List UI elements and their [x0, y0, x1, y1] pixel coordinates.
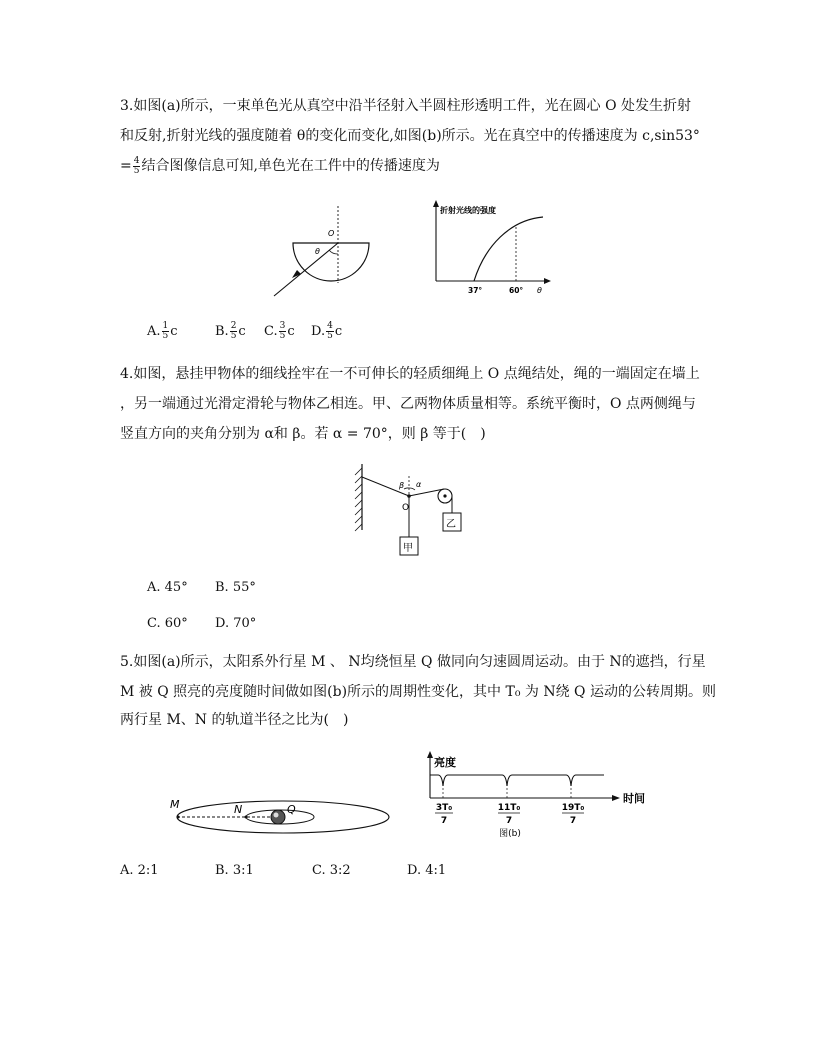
q3-option-d-unit: c — [334, 324, 343, 339]
q5-option-d[interactable]: D. 4:1 — [407, 863, 447, 878]
q3-option-d[interactable] — [311, 322, 342, 341]
q3-option-d-fraction — [326, 322, 334, 341]
q4-pulley-axle — [443, 494, 446, 497]
q3-option-a-fraction — [162, 322, 170, 341]
q5-label-q: Q — [287, 803, 296, 816]
q3-option-b-fraction — [230, 322, 238, 341]
q3-sin-num: 4 — [133, 155, 140, 166]
q5-tick-2-num: 11T₀ — [497, 803, 521, 813]
q3-y-arrow-icon — [433, 200, 439, 207]
q4-option-b[interactable]: B. 55° — [215, 580, 256, 595]
q5-figure-a — [165, 792, 397, 848]
q4-label-beta: β — [399, 481, 405, 490]
q4-beta-arc — [404, 488, 409, 489]
q3-intensity-curve — [474, 217, 543, 281]
q4-option-d[interactable]: D. 70° — [215, 616, 257, 631]
q3-label-theta: θ — [315, 247, 320, 256]
q5-tick-2-den: 7 — [505, 816, 513, 826]
q3-option-b-letter: B. — [215, 324, 229, 339]
q5-x-arrow-icon — [612, 795, 620, 801]
q3-y-label: 折射光线的强度 — [440, 206, 496, 215]
q3-option-a-unit: c — [170, 324, 178, 339]
q5-figure-b — [422, 748, 658, 844]
q5-tick-1-den: 7 — [440, 816, 448, 826]
q4-line-2: ，另一端通过光滑定滑轮与物体乙相连。甲、乙两物体质量相等。系统平衡时，O 点两侧绳与 — [120, 396, 696, 412]
q5-label-n: N — [234, 803, 243, 816]
q3-option-a-num: 1 — [162, 321, 169, 331]
q4-line-3: 竖直方向的夹角分别为 α和 β。若 α = 70°，则 β 等于( ) — [120, 426, 486, 442]
q3-option-c[interactable] — [264, 322, 295, 341]
q3-label-o: O — [328, 229, 335, 238]
q3-option-d-num: 4 — [327, 321, 333, 331]
q3-tick-37: 37° — [468, 286, 483, 295]
q5-star-highlight — [274, 813, 279, 818]
q4-line-1: 4.如图，悬挂甲物体的细线拴牢在一不可伸长的轻质细绳上 O 点绳结处，绳的一端固定在墙上 — [120, 366, 700, 382]
q5-brightness-curve — [430, 775, 604, 786]
q3-line-3-text: 结合图像信息可知,单色光在工件中的传播速度为 — [141, 158, 440, 174]
q3-option-d-letter: D. — [311, 324, 326, 339]
q5-line-1: 5.如图(a)所示，太阳系外行星 M 、 N均绕恒星 Q 做同向匀速圆周运动。由于 N的遮挡，行星 — [120, 654, 706, 670]
q5-planet-n — [245, 816, 248, 819]
q4-option-a[interactable]: A. 45° — [147, 580, 188, 595]
q5-label-m: M — [170, 798, 180, 811]
q5-tick-1-num: 3T₀ — [435, 803, 453, 813]
q3-figure-a — [268, 198, 380, 304]
q5-planet-m — [177, 816, 180, 819]
q3-option-a-letter: A. — [147, 324, 161, 339]
q3-option-a-den: 5 — [162, 331, 169, 341]
q4-option-c[interactable]: C. 60° — [147, 616, 188, 631]
q5-y-label: 亮度 — [434, 756, 456, 769]
q5-line-3: 两行星 M、N 的轨道半径之比为( ) — [120, 712, 349, 728]
q3-eq-sign: = — [120, 158, 132, 174]
q3-option-c-letter: C. — [264, 324, 278, 339]
q3-option-b-num: 2 — [230, 321, 237, 331]
q4-alpha-arc — [409, 488, 415, 490]
q3-option-b-den: 5 — [230, 331, 237, 341]
q3-option-d-den: 5 — [327, 331, 333, 341]
q4-wall-hatch — [355, 468, 362, 531]
q5-option-a[interactable]: A. 2:1 — [120, 863, 159, 878]
q5-option-c[interactable]: C. 3:2 — [312, 863, 351, 878]
q4-label-o: O — [402, 503, 410, 513]
q5-y-arrow-icon — [427, 751, 433, 758]
q5-line-2: M 被 Q 照亮的亮度随时间做如图(b)所示的周期性变化，其中 T₀ 为 N绕 Q 运动的公转周期。则 — [120, 684, 716, 700]
q4-label-yi: 乙 — [446, 519, 456, 530]
q3-sin-fraction — [133, 157, 141, 176]
q3-figure-b — [425, 196, 555, 300]
q3-option-c-fraction — [279, 322, 287, 341]
q5-star-q — [271, 810, 285, 824]
q3-tick-60: 60° — [509, 286, 524, 295]
q3-line-1: 3.如图(a)所示，一束单色光从真空中沿半径射入半圆柱形透明工件，光在圆心 O 处发生折射 — [120, 98, 692, 114]
q3-option-c-den: 5 — [279, 331, 286, 341]
q5-tick-3-den: 7 — [569, 816, 577, 826]
q3-sin-den: 5 — [133, 165, 140, 176]
q3-light-ray — [274, 243, 338, 296]
q5-tick-3-num: 19T₀ — [561, 803, 585, 813]
q3-option-c-num: 3 — [279, 321, 286, 331]
q3-line-2: 和反射,折射光线的强度随着 θ的变化而变化,如图(b)所示。光在真空中的传播速度为 c,sin53° — [120, 128, 700, 144]
q3-x-arrow-icon — [544, 278, 551, 284]
q4-label-alpha: α — [416, 480, 422, 489]
q5-x-label: 时间 — [623, 792, 645, 805]
q3-x-label: θ — [537, 286, 542, 295]
q5-caption: 图(b) — [499, 829, 521, 839]
q3-option-a[interactable] — [147, 322, 178, 341]
q3-option-c-unit: c — [287, 324, 295, 339]
q3-theta-arc — [329, 250, 338, 254]
q4-figure — [348, 460, 472, 560]
q4-label-jia: 甲 — [403, 543, 413, 554]
q3-line-3 — [120, 156, 440, 176]
q3-option-b[interactable] — [215, 322, 246, 341]
q5-option-b[interactable]: B. 3:1 — [215, 863, 254, 878]
q3-option-b-unit: c — [238, 324, 246, 339]
